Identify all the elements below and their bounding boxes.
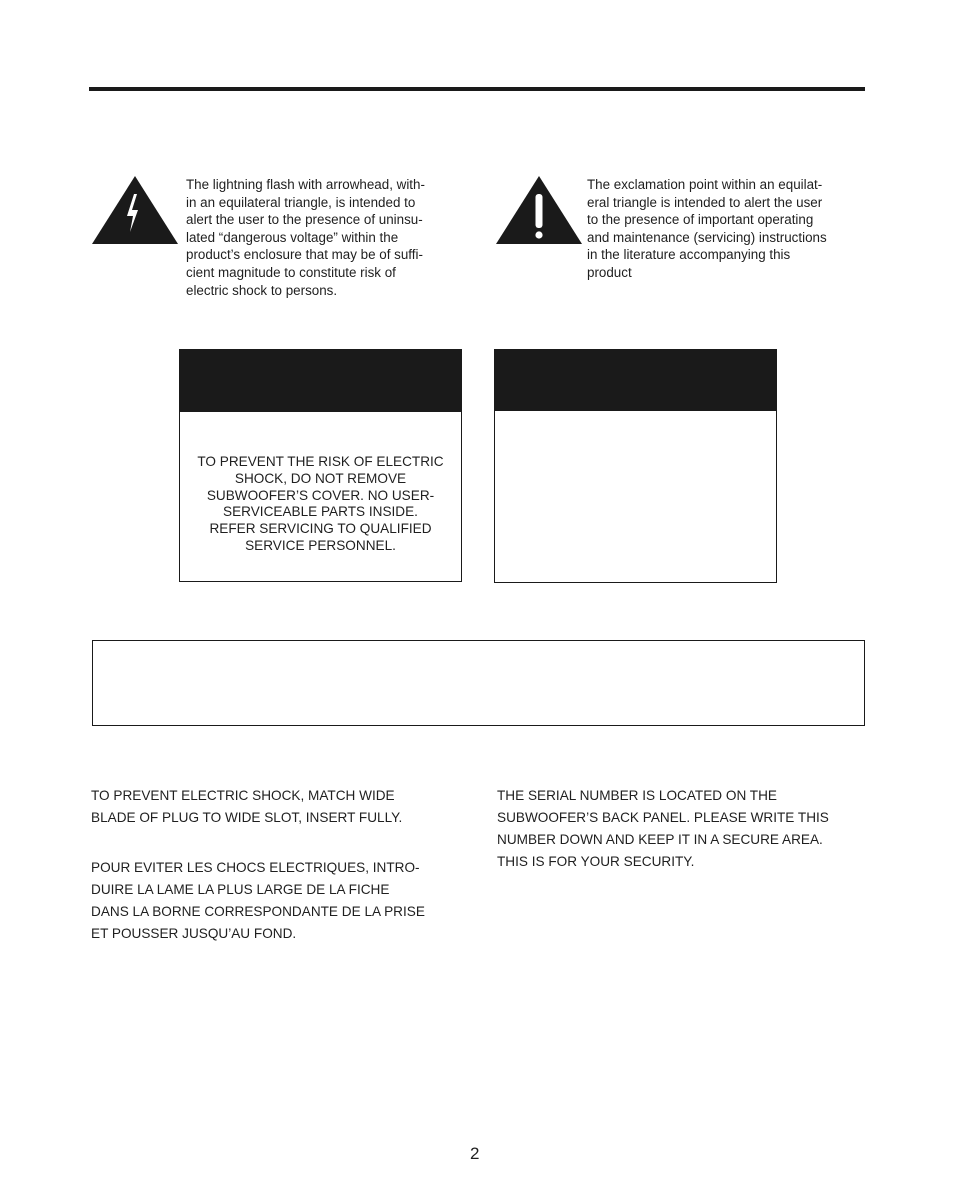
text-line: TO PREVENT THE RISK OF ELECTRIC	[197, 454, 444, 469]
text-line: to the presence of important operating	[587, 212, 814, 228]
text-line: SERVICE PERSONNEL.	[245, 537, 396, 553]
text-line: THIS IS FOR YOUR SECURITY.	[497, 854, 695, 869]
exclamation-warning-text	[587, 176, 827, 282]
plug-notice-english	[91, 785, 402, 829]
text-line: in an equilateral triangle, is intended to	[186, 194, 416, 210]
caution-box-text	[180, 454, 461, 555]
text-line: and maintenance (servicing) instructions	[587, 229, 827, 245]
text-line: TO PREVENT ELECTRIC SHOCK, MATCH WIDE	[91, 788, 395, 803]
text-line: SHOCK, DO NOT REMOVE	[234, 470, 407, 486]
text-line: BLADE OF PLUG TO WIDE SLOT, INSERT FULLY.	[91, 810, 403, 825]
caution-box-header	[180, 350, 461, 412]
text-line: DANS LA BORNE CORRESPONDANTE DE LA PRISE	[91, 904, 425, 919]
text-line: The exclamation point within an equilat-	[587, 177, 823, 192]
text-line: DUIRE LA LAME LA PLUS LARGE DE LA FICHE	[91, 882, 390, 897]
text-line: SERVICEABLE PARTS INSIDE.	[223, 504, 418, 520]
text-line: REFER SERVICING TO QUALIFIED	[209, 521, 432, 537]
text-line: alert the user to the presence of uninsu-	[186, 212, 423, 228]
plug-notice-french	[91, 857, 425, 945]
blank-notice-box	[494, 349, 777, 583]
exclamation-triangle-icon	[494, 174, 584, 251]
text-line: SUBWOOFER’S BACK PANEL. PLEASE WRITE THIS	[497, 810, 829, 825]
text-line: product’s enclosure that may be of suffi-	[186, 247, 423, 263]
text-line: cient magnitude to constitute risk of	[186, 264, 396, 280]
text-line: NUMBER DOWN AND KEEP IT IN A SECURE AREA.	[497, 832, 823, 847]
text-line: SUBWOOFER’S COVER. NO USER-	[206, 487, 435, 503]
lightning-warning-text	[186, 176, 425, 299]
page-number: 2	[470, 1144, 480, 1163]
text-line: POUR EVITER LES CHOCS ELECTRIQUES, INTRO-	[91, 860, 420, 875]
text-line: The lightning flash with arrowhead, with-	[186, 177, 425, 192]
text-line: product	[587, 264, 632, 280]
text-line: ET POUSSER JUSQU’AU FOND.	[91, 926, 297, 941]
text-line: lated “dangerous voltage” within the	[186, 229, 399, 245]
text-line: eral triangle is intended to alert the user	[587, 194, 823, 210]
caution-box	[179, 349, 462, 582]
text-line: in the literature accompanying this	[587, 247, 791, 263]
blank-wide-frame	[92, 640, 865, 726]
text-line: THE SERIAL NUMBER IS LOCATED ON THE	[497, 788, 777, 803]
lightning-triangle-icon	[90, 174, 180, 251]
text-line: electric shock to persons.	[186, 282, 338, 298]
blank-notice-box-header	[495, 350, 776, 411]
top-rule	[89, 87, 865, 91]
serial-number-notice	[497, 785, 829, 873]
